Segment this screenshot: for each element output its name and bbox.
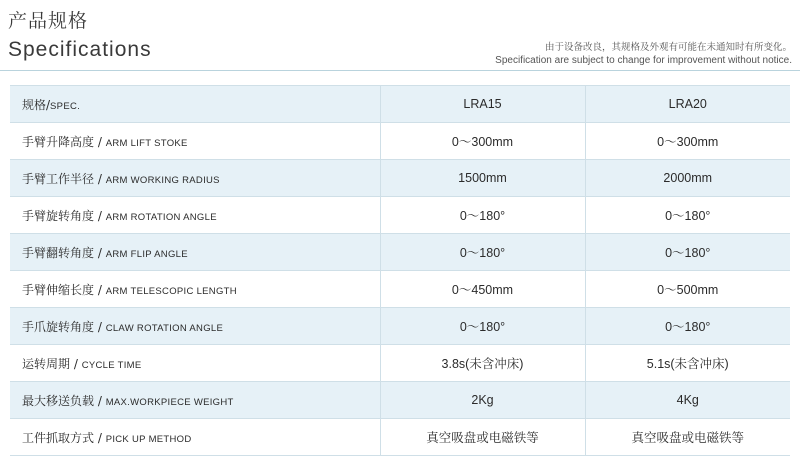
notice-en: Specification are subject to change for improvement without notice. — [495, 55, 792, 66]
row-value-lra20: 真空吸盘或电磁铁等 — [585, 419, 790, 456]
row-value-lra20: 0～180° — [585, 308, 790, 345]
row-value-lra15: 0～450mm — [380, 271, 585, 308]
row-value-lra15: 0～300mm — [380, 123, 585, 160]
row-value-lra20: 0～180° — [585, 234, 790, 271]
table-row — [10, 160, 790, 197]
table-row — [10, 308, 790, 345]
row-value-lra15: 3.8s(未含冲床) — [380, 345, 585, 382]
row-value-lra20: 5.1s(未含冲床) — [585, 345, 790, 382]
header-divider — [0, 70, 800, 71]
row-label: 最大移送负载 / MAX.WORKPIECE WEIGHT — [10, 382, 380, 419]
page-title-cn: 产品规格 — [8, 10, 89, 32]
row-label: 手臂旋转角度 / ARM ROTATION ANGLE — [10, 197, 380, 234]
row-value-lra15: 0～180° — [380, 234, 585, 271]
table-row — [10, 382, 790, 419]
row-value-lra15: 真空吸盘或电磁铁等 — [380, 419, 585, 456]
row-value-lra15: 1500mm — [380, 160, 585, 197]
row-value-lra15: 0～180° — [380, 308, 585, 345]
row-label: 手臂翻转角度 / ARM FLIP ANGLE — [10, 234, 380, 271]
page-title-en: Specifications — [8, 38, 152, 61]
spec-header-label: 规格/SPEC. — [10, 86, 380, 123]
row-label: 手臂伸缩长度 / ARM TELESCOPIC LENGTH — [10, 271, 380, 308]
row-value-lra20: 0～300mm — [585, 123, 790, 160]
row-label: 工件抓取方式 / PICK UP METHOD — [10, 419, 380, 456]
row-value-lra20: 0～500mm — [585, 271, 790, 308]
change-notice — [495, 41, 792, 67]
row-value-lra20: 2000mm — [585, 160, 790, 197]
model-header-lra15: LRA15 — [380, 86, 585, 123]
row-value-lra15: 2Kg — [380, 382, 585, 419]
row-value-lra20: 0～180° — [585, 197, 790, 234]
table-header-row — [10, 86, 790, 123]
row-value-lra20: 4Kg — [585, 382, 790, 419]
table-row — [10, 123, 790, 160]
row-label: 手臂工作半径 / ARM WORKING RADIUS — [10, 160, 380, 197]
row-value-lra15: 0～180° — [380, 197, 585, 234]
table-row — [10, 345, 790, 382]
table-row — [10, 271, 790, 308]
model-header-lra20: LRA20 — [585, 86, 790, 123]
row-label: 运转周期 / CYCLE TIME — [10, 345, 380, 382]
row-label: 手臂升降高度 / ARM LIFT STOKE — [10, 123, 380, 160]
table-row — [10, 197, 790, 234]
table-row — [10, 234, 790, 271]
notice-cn: 由于设备改良，其规格及外观有可能在未通知时有所变化。 — [544, 42, 792, 53]
table-row — [10, 419, 790, 456]
row-label: 手爪旋转角度 / CLAW ROTATION ANGLE — [10, 308, 380, 345]
spec-table — [10, 85, 790, 456]
